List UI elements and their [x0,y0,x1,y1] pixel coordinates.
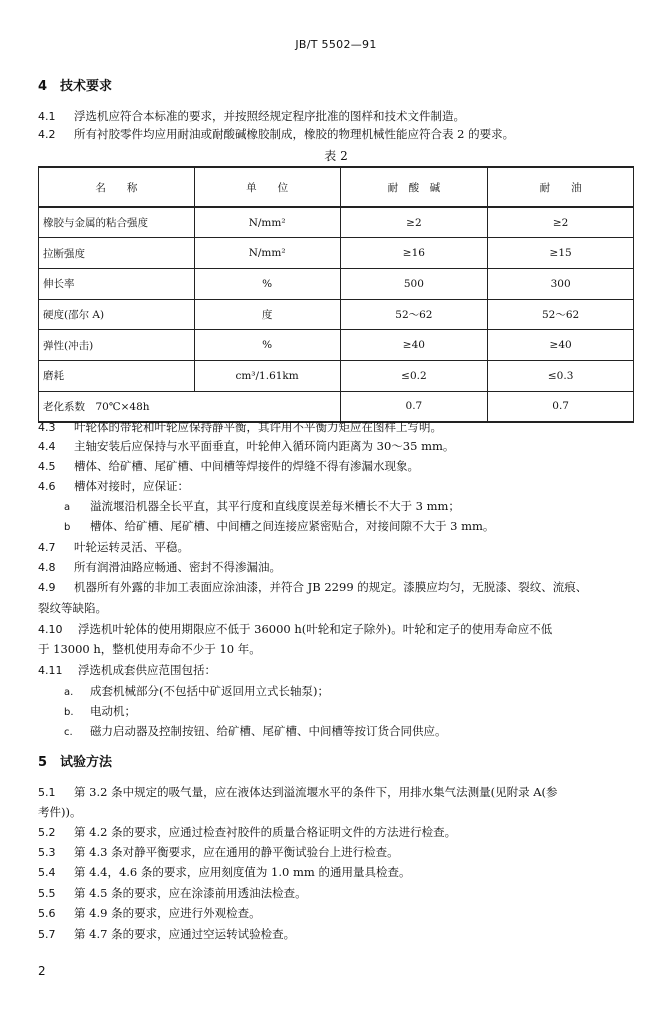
clause-4-9 [38,577,638,598]
clause-text: 叶轮运转灵活、平稳。 [74,540,189,554]
value-acid-alkali: ≥2 [340,207,488,238]
clause-text: 第 3.2 条中规定的吸气量，应在液体达到溢流堰水平的条件下，用排水集气法测量(见附录 A(参 [74,785,558,799]
clause-text: 第 4.5 条的要求，应在涂漆前用透油法检查。 [74,886,307,900]
clause-text: 机器所有外露的非加工表面应涂油漆，并符合 JB 2299 的规定。漆膜应均匀，无脱漆、裂纹、流痕、 [74,580,588,594]
section-number: 4 [38,79,48,94]
property-name: 橡胶与金属的粘合强度 [39,207,195,238]
clause-4-11 [38,660,638,681]
sub-text: 溢流堰沿机器全长平直，其平行度和直线度误差每米槽长不大于 3 mm； [90,499,460,513]
property-unit: N/mm² [194,207,340,238]
property-name: 弹性(冲击) [39,330,195,361]
table-row [39,299,634,330]
property-name: 硬度(邵尔 A) [39,299,195,330]
clause-5-4 [38,862,638,883]
clause-4-6 [38,476,638,497]
clause-4-4 [38,436,638,457]
clause-4-5 [38,456,638,477]
value-acid-alkali: ≤0.2 [340,360,488,391]
clause-number: 4.9 [38,581,56,594]
clause-text: 主轴安装后应保持与水平面垂直，叶轮伸入循环筒内距离为 30～35 mm。 [74,439,455,453]
table-header-row [39,167,634,207]
property-unit: % [194,268,340,299]
clause-text: 第 4.2 条的要求，应通过检查衬胶件的质量合格证明文件的方法进行检查。 [74,825,457,839]
clause-4-6-b [64,516,634,538]
clause-text: 叶轮体的带轮和叶轮应保持静平衡，其许用不平衡力矩应在图样上写明。 [74,420,442,434]
value-oil: ≤0.3 [488,360,634,391]
clause-4-2 [38,124,638,145]
value-oil: 0.7 [488,391,634,422]
value-oil: ≥2 [488,207,634,238]
clause-text: 所有衬胶零件均应用耐油或耐酸碱橡胶制成，橡胶的物理机械性能应符合表 2 的要求。 [74,127,515,141]
clause-5-7 [38,924,638,945]
clause-text: 第 4.4，4.6 条的要求，应用刻度值为 1.0 mm 的通用量具检查。 [74,865,411,879]
clause-4-11-c [64,721,634,743]
value-acid-alkali: 52～62 [340,299,488,330]
header-oil: 耐 油 [488,167,634,207]
table-row [39,238,634,269]
property-name: 伸长率 [39,268,195,299]
clause-number: 5.2 [38,826,56,839]
clause-5-3 [38,842,638,863]
clause-4-10-continued: 于 13000 h，整机使用寿命不少于 10 年。 [38,642,261,656]
clause-number: 4.5 [38,460,56,473]
table-row [39,360,634,391]
property-unit: 度 [194,299,340,330]
property-name: 老化系数 70℃×48h [39,391,341,422]
clause-text: 所有润滑油路应畅通、密封不得渗漏油。 [74,560,281,574]
clause-number: 4.4 [38,440,56,453]
table-row [39,207,634,238]
value-acid-alkali: ≥40 [340,330,488,361]
clause-5-2 [38,822,638,843]
clause-number: 5.7 [38,928,56,941]
clause-number: 5.6 [38,907,56,920]
clause-text: 浮选机应符合本标准的要求，并按照经规定程序批准的图样和技术文件制造。 [74,109,465,123]
section-4-heading [38,75,112,94]
sub-marker: a. [64,687,74,698]
sub-marker: a [64,502,71,513]
value-oil: ≥15 [488,238,634,269]
table-row [39,330,634,361]
sub-text: 槽体、给矿槽、尾矿槽、中间槽之间连接应紧密贴合，对接间隙不大于 3 mm。 [90,519,495,533]
clause-number: 4.10 [38,623,63,636]
clause-4-7 [38,537,638,558]
clause-4-11-b [64,701,634,723]
rubber-properties-table [38,166,634,423]
section-title: 技术要求 [60,79,113,94]
sub-marker: b. [64,707,74,718]
clause-number: 4.6 [38,480,56,493]
clause-4-6-a [64,496,634,518]
value-oil: ≥40 [488,330,634,361]
value-acid-alkali: 500 [340,268,488,299]
page-number: 2 [38,964,46,978]
header-acid-alkali: 耐 酸 碱 [340,167,488,207]
clause-number: 5.4 [38,866,56,879]
clause-text: 浮选机成套供应范围包括： [78,663,216,677]
clause-4-9-continued: 裂纹等缺陷。 [38,601,107,615]
sub-text: 电动机； [90,704,136,718]
clause-4-11-a [64,681,634,703]
clause-5-6 [38,903,638,924]
clause-number: 4.7 [38,541,56,554]
clause-5-1-continued: 考件))。 [38,805,82,819]
header-unit: 单 位 [194,167,340,207]
value-acid-alkali: ≥16 [340,238,488,269]
clause-number: 5.3 [38,846,56,859]
clause-5-5 [38,883,638,904]
value-oil: 300 [488,268,634,299]
property-unit: cm³/1.61km [194,360,340,391]
sub-marker: b [64,522,71,533]
property-name: 磨耗 [39,360,195,391]
clause-4-10 [38,619,638,640]
sub-marker: c. [64,727,73,738]
table-caption: 表 2 [324,149,348,163]
clause-5-1 [38,782,638,803]
clause-text: 第 4.9 条的要求，应进行外观检查。 [74,906,261,920]
clause-4-8 [38,557,638,578]
clause-text: 第 4.3 条对静平衡要求，应在通用的静平衡试验台上进行检查。 [74,845,399,859]
section-5-heading [38,751,112,770]
table-row [39,268,634,299]
clause-number: 5.5 [38,887,56,900]
value-acid-alkali: 0.7 [340,391,488,422]
section-number: 5 [38,755,48,770]
sub-text: 成套机械部分(不包括中矿返回用立式长轴泵)； [90,684,329,698]
value-oil: 52～62 [488,299,634,330]
clause-text: 第 4.7 条的要求，应通过空运转试验检查。 [74,927,296,941]
page-header: JB/T 5502—91 [295,38,377,51]
clause-text: 槽体对接时，应保证： [74,479,189,493]
sub-text: 磁力启动器及控制按钮、给矿槽、尾矿槽、中间槽等按订货合同供应。 [90,724,447,738]
clause-number: 4.11 [38,664,63,677]
clause-number: 5.1 [38,786,56,799]
clause-number: 4.2 [38,128,56,141]
header-name: 名 称 [39,167,195,207]
clause-4-3 [38,417,638,438]
clause-text: 浮选机叶轮体的使用期限应不低于 36000 h(叶轮和定子除外)。叶轮和定子的使用寿命应不低 [78,622,553,636]
section-title: 试验方法 [60,755,113,770]
clause-number: 4.1 [38,110,56,123]
clause-number: 4.3 [38,421,56,434]
property-name: 拉断强度 [39,238,195,269]
clause-number: 4.8 [38,561,56,574]
clause-text: 槽体、给矿槽、尾矿槽、中间槽等焊接件的焊缝不得有渗漏水现象。 [74,459,419,473]
property-unit: % [194,330,340,361]
property-unit: N/mm² [194,238,340,269]
